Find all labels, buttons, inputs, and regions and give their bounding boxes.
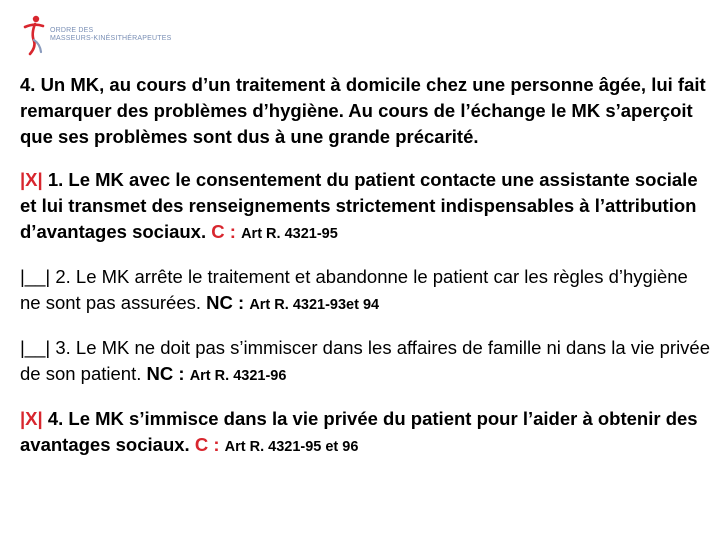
option-3 bbox=[20, 335, 710, 389]
option-text: 2. Le MK arrête le traitement et abandonne le patient car les règles d’hygiène ne sont pas assurées. bbox=[20, 266, 688, 313]
article-reference: Art R. 4321-96 bbox=[189, 368, 287, 384]
verdict-correct: C : bbox=[194, 434, 220, 455]
verdict-correct: C : bbox=[211, 221, 236, 242]
logo bbox=[22, 14, 172, 56]
article-reference: Art R. 4321-93et 94 bbox=[249, 297, 380, 313]
logo-text bbox=[50, 27, 172, 43]
option-4 bbox=[20, 406, 710, 460]
option-text: 4. Le MK s’immisce dans la vie privée du patient pour l’aider à obtenir des avantages sociaux. bbox=[20, 408, 698, 455]
article-reference: Art R. 4321-95 et 96 bbox=[224, 439, 359, 455]
checkbox-empty: |__| bbox=[20, 337, 51, 358]
logo-line1: ORDRE DES bbox=[50, 27, 94, 34]
verdict-incorrect: NC : bbox=[146, 363, 185, 384]
option-text: 1. Le MK avec le consentement du patient contacte une assistante sociale et lui transmet des renseignements strictement indispensables à l’attribution d’avantages sociaux. bbox=[20, 169, 698, 242]
logo-line2: MASSEURS-KINÉSITHÉRAPEUTES bbox=[50, 35, 172, 42]
checkbox-empty: |__| bbox=[20, 266, 51, 287]
checkbox-checked: |X| bbox=[20, 408, 43, 429]
verdict-incorrect: NC : bbox=[206, 292, 245, 313]
kinesitherapist-figure-icon bbox=[22, 14, 46, 56]
question-text: 4. Un MK, au cours d’un traitement à domicile chez une personne âgée, lui fait remarquer des problèmes d’hygiène. Au cours de l’échange le MK s’aperçoit que ses problèmes sont dus à une grande précarité. bbox=[20, 74, 706, 147]
option-2 bbox=[20, 264, 710, 318]
option-1 bbox=[20, 167, 710, 247]
option-text: 3. Le MK ne doit pas s’immiscer dans les affaires de famille ni dans la vie privée de son patient. bbox=[20, 337, 711, 384]
checkbox-checked: |X| bbox=[20, 169, 43, 190]
quiz-content bbox=[20, 72, 710, 477]
article-reference: Art R. 4321-95 bbox=[241, 226, 338, 242]
